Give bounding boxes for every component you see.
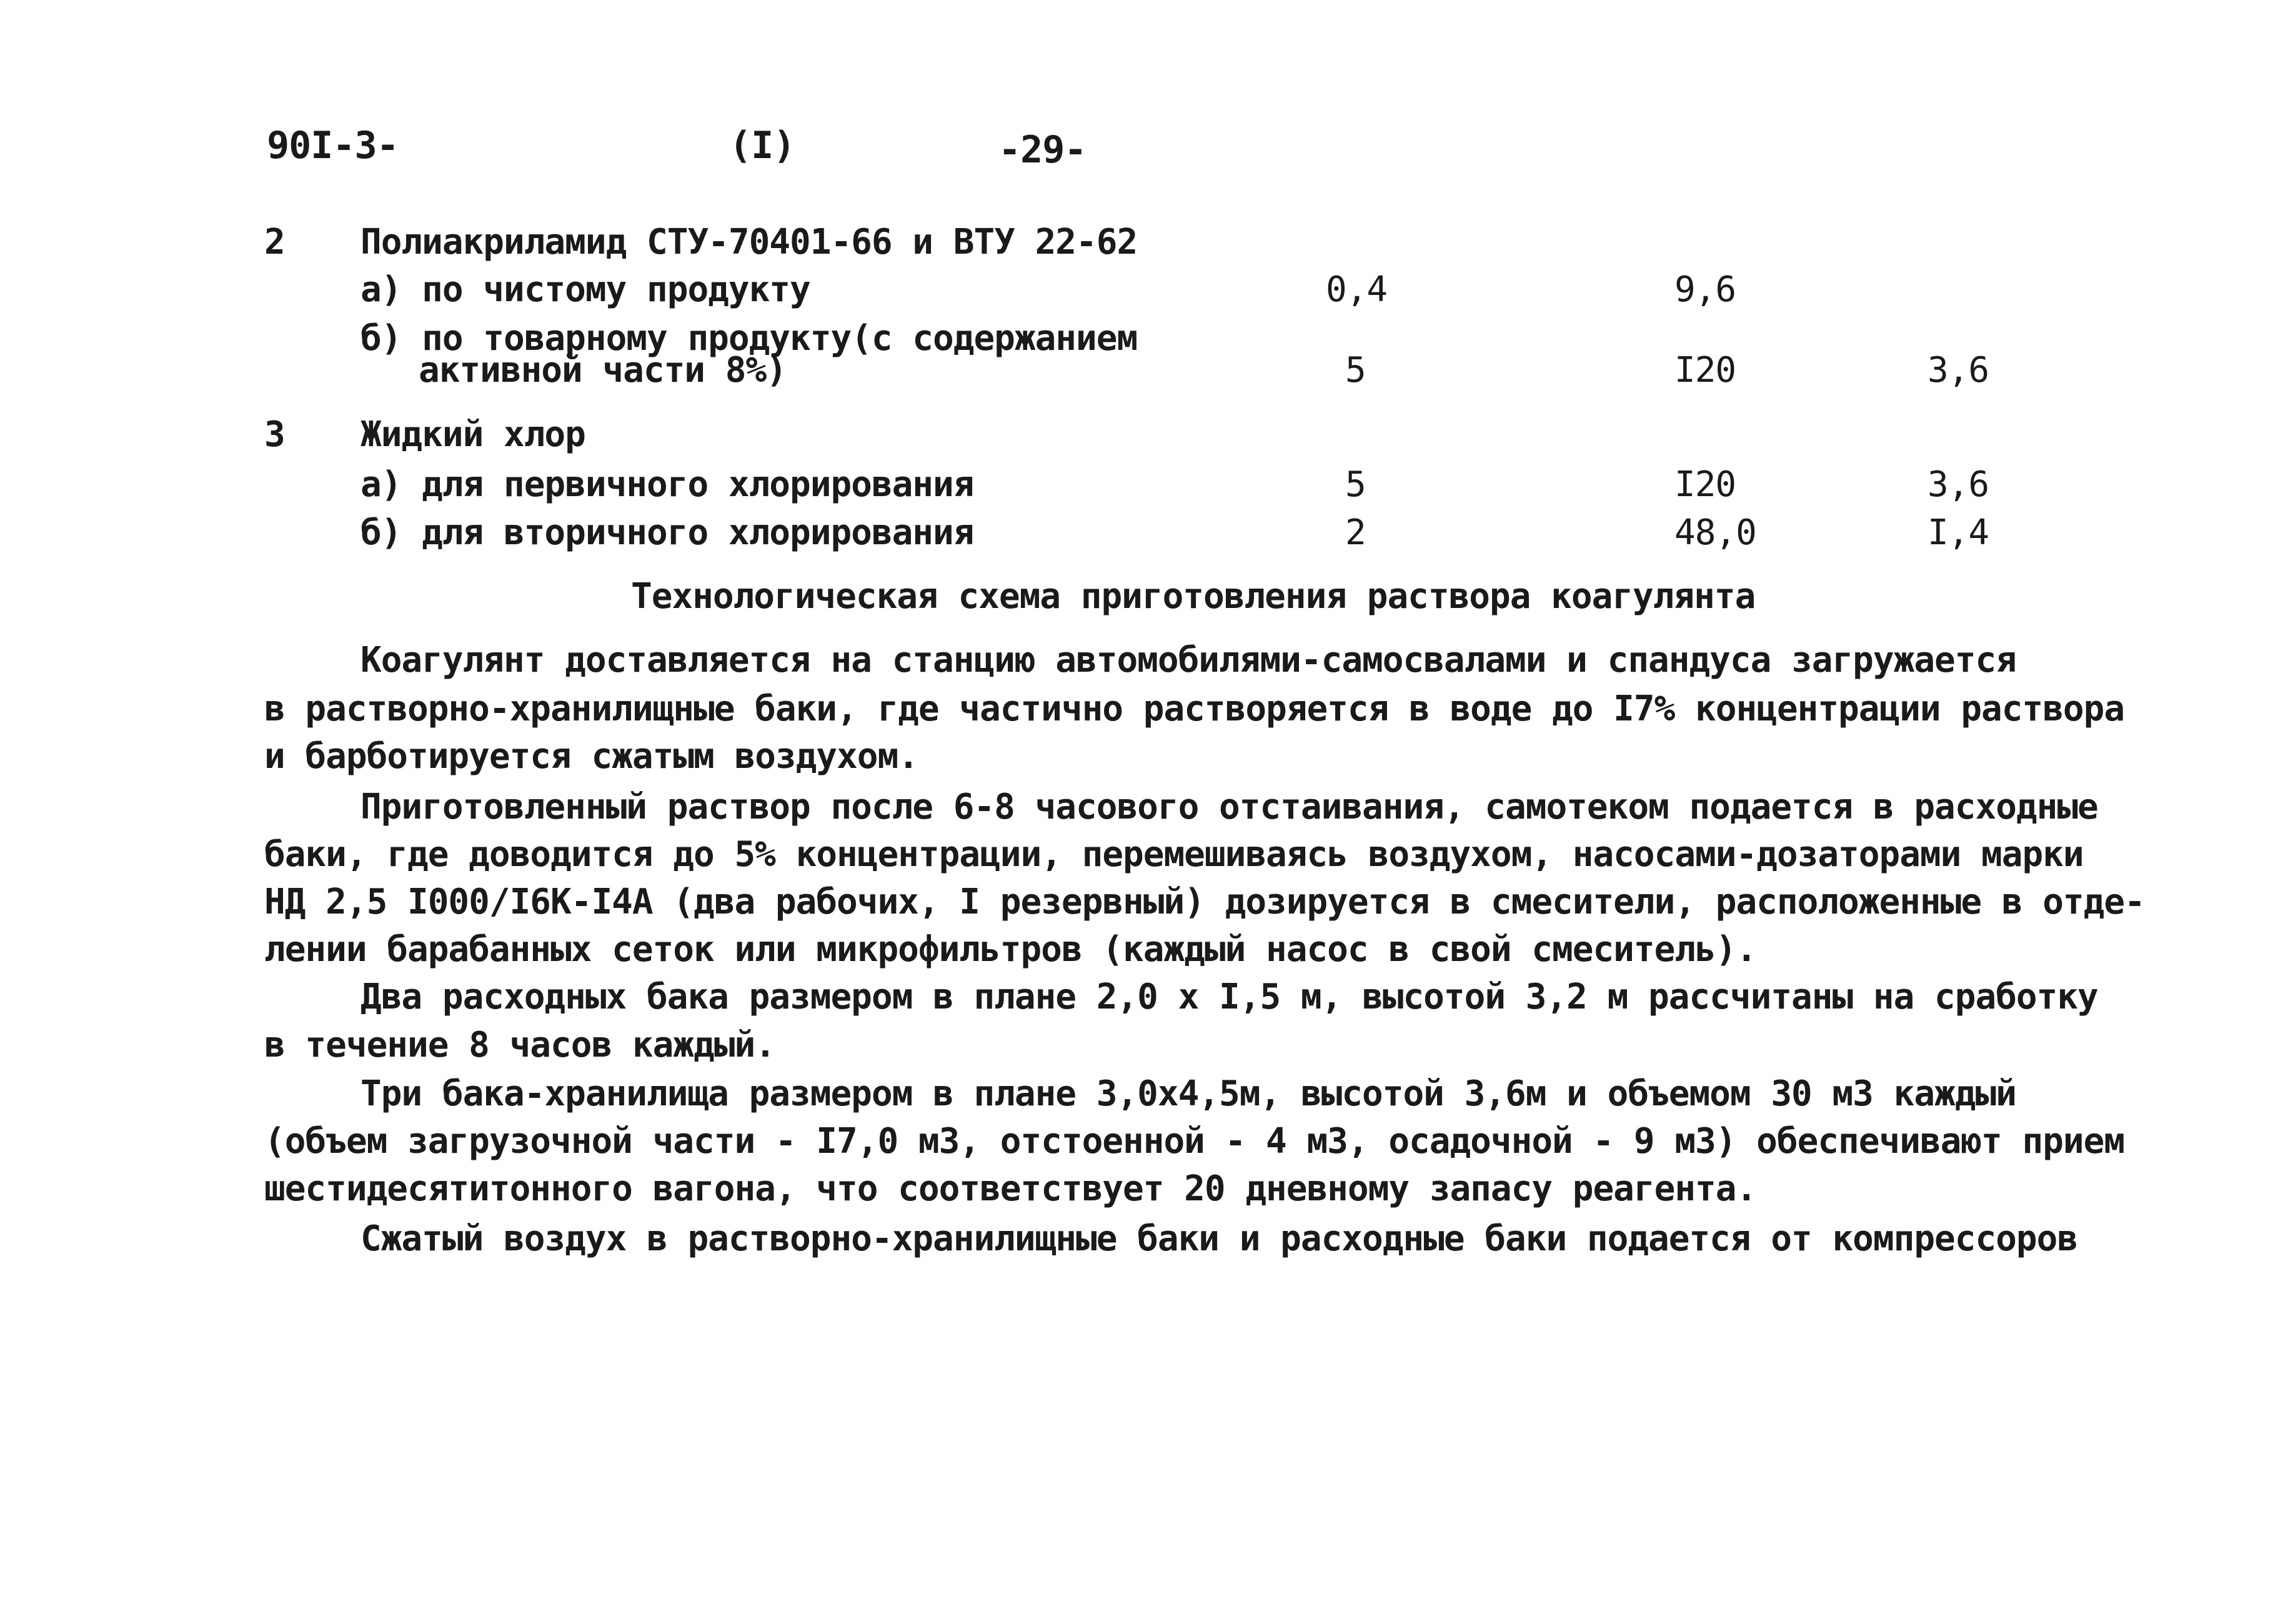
value-col3: 3,6 (1927, 464, 1989, 505)
item-title: Полиакриламид СТУ-70401-66 и ВТУ 22-62 (361, 222, 1138, 262)
item-number: 2 (264, 222, 285, 262)
sub-item-label: а) для первичного хлорирования (361, 464, 974, 505)
value-col1: 2 (1345, 512, 1366, 553)
paragraph-line: Два расходных бака размером в плане 2,0 х I,5 м, высотой 3,2 м рассчитаны на сработку (361, 977, 2098, 1017)
paragraph-line: и барботируется сжатым воздухом. (264, 736, 918, 777)
paragraph-line: в течение 8 часов каждый. (264, 1025, 775, 1065)
paragraph-line: в растворно-хранилищные баки, где частично растворяется в воде до I7% концентрации раствора (264, 689, 2125, 729)
item-number: 3 (264, 414, 285, 455)
paragraph-line: лении барабанных сеток или микрофильтров (каждый насос в свой смеситель). (264, 929, 1757, 970)
value-col2: 9,6 (1674, 269, 1736, 310)
paragraph-line: Сжатый воздух в растворно-хранилищные баки и расходные баки подается от компрессоров (361, 1218, 2078, 1259)
sub-item-label-cont: активной части 8%) (419, 350, 787, 391)
value-col1: 5 (1345, 464, 1366, 505)
paragraph-line: НД 2,5 I000/I6К-I4А (два рабочих, I резервный) дозируется в смесители, расположенные в отде- (264, 882, 2145, 922)
value-col3: I,4 (1927, 512, 1989, 553)
section-title: Технологическая схема приготовления раствора коагулянта (631, 576, 1756, 617)
paragraph-line: Коагулянт доставляется на станцию автомобилями-самосвалами и спандуса загружается (361, 640, 2016, 680)
item-title: Жидкий хлор (361, 414, 585, 455)
value-col1: 5 (1345, 350, 1366, 391)
value-col2: I20 (1674, 350, 1736, 391)
paragraph-line: баки, где доводится до 5% концентрации, перемешиваясь воздухом, насосами-дозаторами марки (264, 834, 2084, 875)
value-col2: 48,0 (1674, 512, 1756, 553)
sub-item-label: б) по товарному продукту(с содержанием (361, 318, 1138, 359)
value-col2: I20 (1674, 464, 1736, 505)
value-col1: 0,4 (1326, 269, 1388, 310)
page-number: -29- (998, 128, 1087, 172)
paragraph-line: шестидесятитонного вагона, что соответствует 20 дневному запасу реагента. (264, 1168, 1757, 1209)
paragraph-line: (объем загрузочной части - I7,0 м3, отстоенной - 4 м3, осадочной - 9 м3) обеспечивают прием (264, 1121, 2125, 1162)
sub-item-label: б) для вторичного хлорирования (361, 512, 974, 553)
paragraph-line: Три бака-хранилища размером в плане 3,0х4,5м, высотой 3,6м и объемом 30 м3 каждый (361, 1074, 2016, 1114)
paragraph-line: Приготовленный раствор после 6-8 часового отстаивания, самотеком подается в расходные (361, 787, 2098, 827)
doc-code: 90I-3- (267, 124, 399, 167)
section-number: (I) (729, 124, 795, 167)
value-col3: 3,6 (1927, 350, 1989, 391)
sub-item-label: а) по чистому продукту (361, 269, 810, 310)
